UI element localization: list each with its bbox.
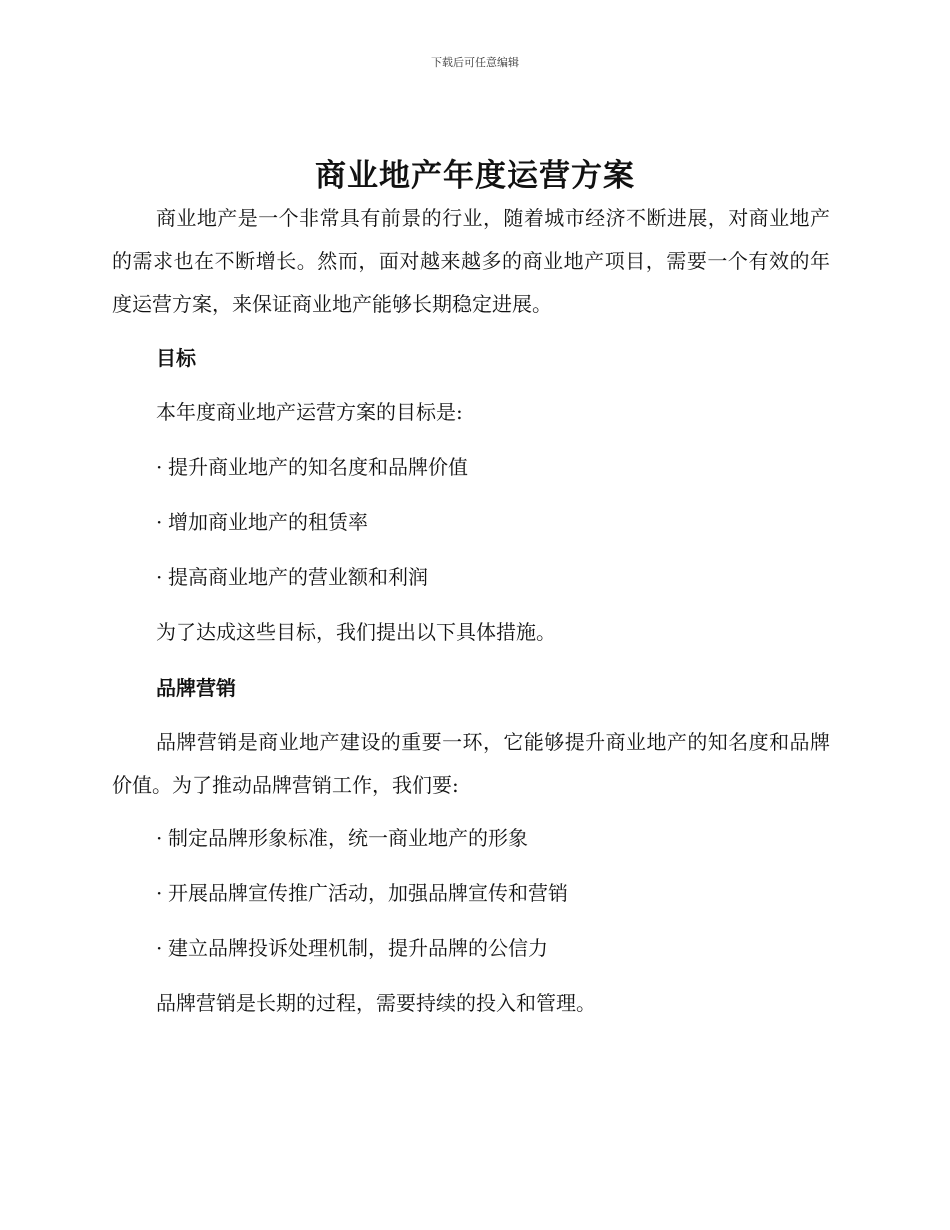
brand-item-text: 制定品牌形象标准，统一商业地产的形象 [168, 826, 528, 850]
document-title: 商业地产年度运营方案 [315, 158, 635, 194]
bullet-marker: · [156, 510, 163, 534]
goal-item-text: 提升商业地产的知名度和品牌价值 [168, 455, 468, 479]
intro-paragraph: 商业地产是一个非常具有前景的行业，随着城市经济不断进展，对商业地产的需求也在不断增长。然而，面对越来越多的商业地产项目，需要一个有效的年度运营方案，来保证商业地产能够长期稳定进展。 [112, 206, 830, 316]
bullet-marker: · [156, 455, 163, 479]
goals-closing: 为了达成这些目标，我们提出以下具体措施。 [156, 620, 556, 644]
goal-item-text: 提高商业地产的营业额和利润 [168, 565, 428, 589]
brand-item-text: 建立品牌投诉处理机制，提升品牌的公信力 [168, 936, 548, 960]
goal-item [156, 507, 368, 537]
brand-item [156, 823, 528, 853]
brand-marketing-closing: 品牌营销是长期的过程，需要持续的投入和管理。 [156, 991, 596, 1015]
brand-item-text: 开展品牌宣传推广活动，加强品牌宣传和营销 [168, 881, 568, 905]
brand-marketing-heading: 品牌营销 [156, 676, 236, 700]
header-note: 下载后可任意编辑 [431, 56, 519, 69]
brand-marketing-intro: 品牌营销是商业地产建设的重要一环，它能够提升商业地产的知名度和品牌价值。为了推动品牌营销工作，我们要: [112, 730, 830, 797]
brand-item [156, 878, 568, 908]
goals-heading: 目标 [156, 346, 196, 370]
goal-item [156, 562, 428, 592]
goal-item [156, 452, 468, 482]
goals-lead: 本年度商业地产运营方案的目标是: [156, 400, 463, 424]
bullet-marker: · [156, 826, 163, 850]
bullet-marker: · [156, 565, 163, 589]
bullet-marker: · [156, 881, 163, 905]
goal-item-text: 增加商业地产的租赁率 [168, 510, 368, 534]
bullet-marker: · [156, 936, 163, 960]
brand-item [156, 933, 548, 963]
